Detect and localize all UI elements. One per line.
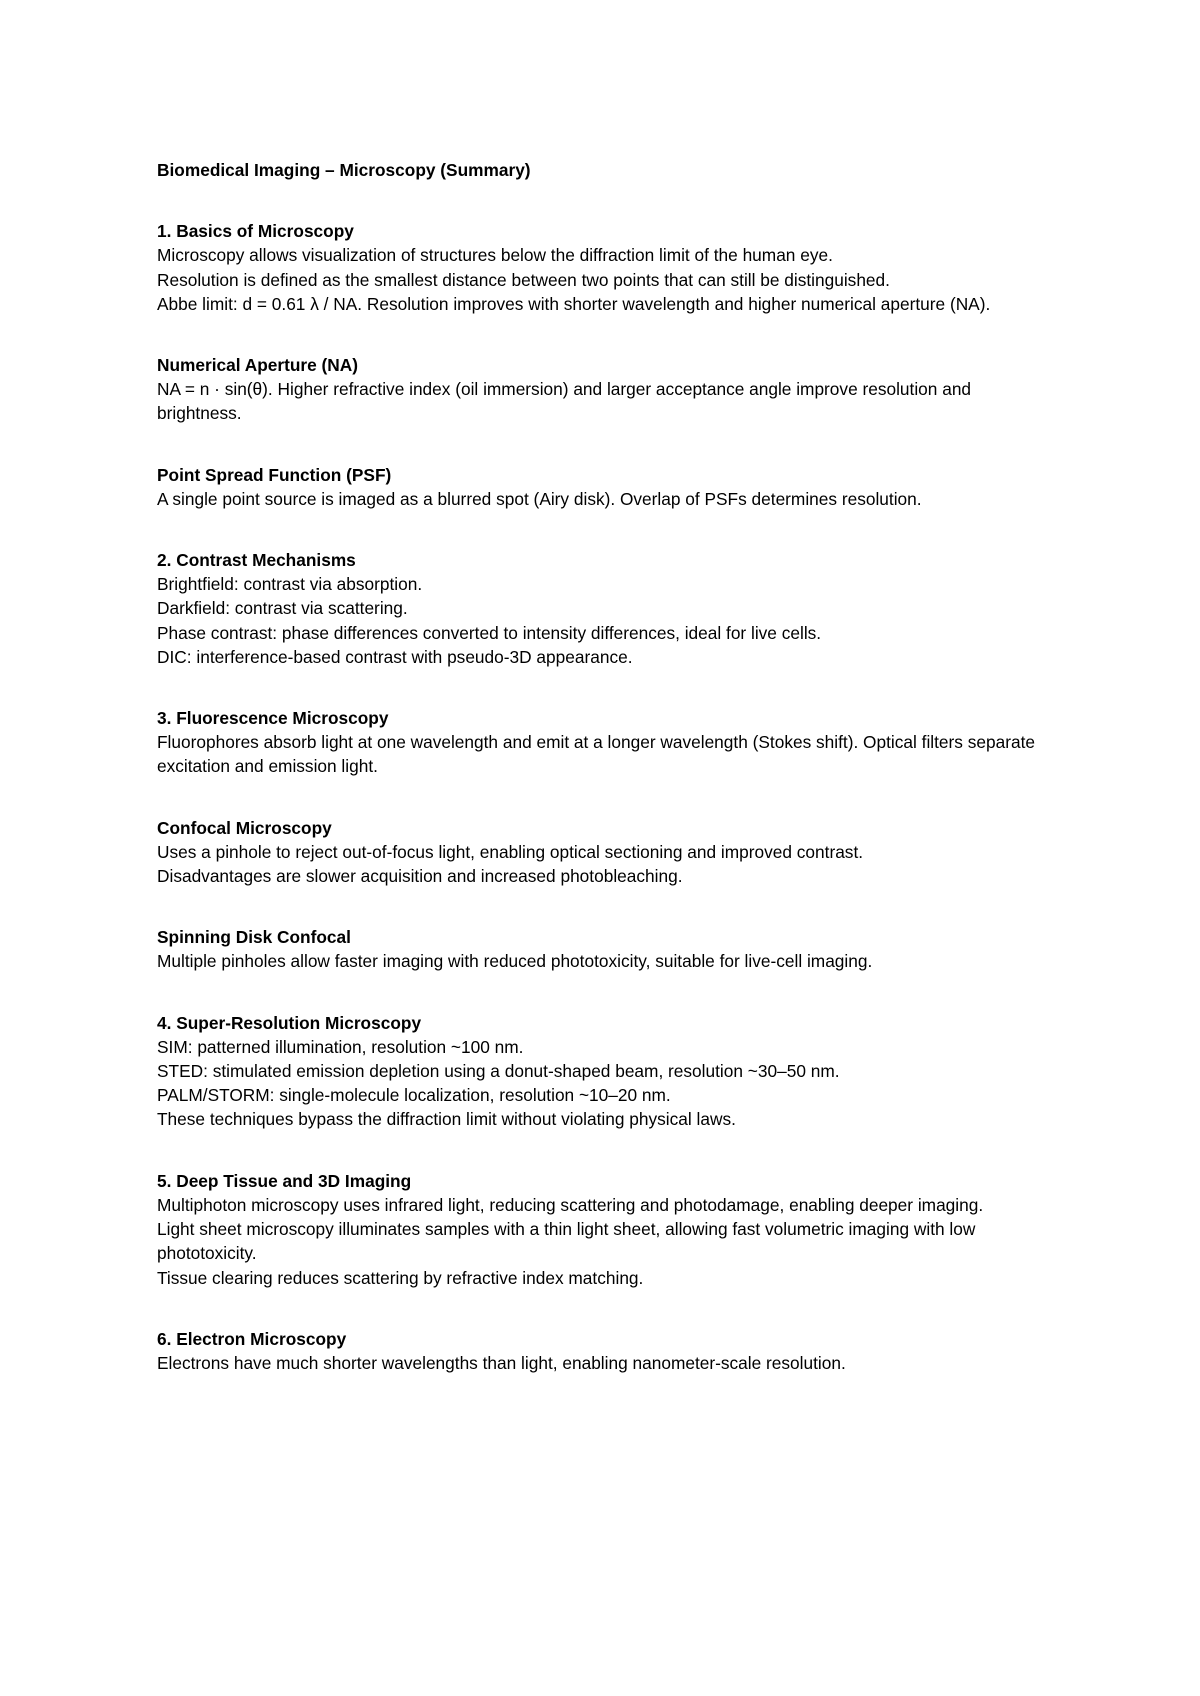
- section-confocal-microscopy: [157, 816, 1057, 889]
- paragraph: Tissue clearing reduces scattering by refractive index matching.: [157, 1267, 644, 1288]
- paragraph: A single point source is imaged as a blurred spot (Airy disk). Overlap of PSFs determines resolution.: [157, 488, 922, 509]
- paragraph: Phase contrast: phase differences converted to intensity differences, ideal for live cells.: [157, 622, 822, 643]
- paragraph: NA = n · sin(θ). Higher refractive index (oil immersion) and larger acceptance angle improve resolution and brightness.: [157, 379, 972, 424]
- paragraph: Light sheet microscopy illuminates samples with a thin light sheet, allowing fast volumetric imaging with low phototoxicity.: [157, 1219, 976, 1264]
- section-heading: 2. Contrast Mechanisms: [157, 550, 356, 571]
- section-spinning-disk-confocal: [157, 925, 1057, 973]
- paragraph: Microscopy allows visualization of structures below the diffraction limit of the human eye.: [157, 245, 833, 266]
- section-heading: Spinning Disk Confocal: [157, 927, 351, 948]
- paragraph: Resolution is defined as the smallest distance between two points that can still be distinguished.: [157, 269, 890, 290]
- section-heading: 1. Basics of Microscopy: [157, 221, 354, 242]
- section-deep-tissue-3d-imaging: [157, 1169, 1057, 1290]
- section-heading: 5. Deep Tissue and 3D Imaging: [157, 1170, 412, 1191]
- paragraph: STED: stimulated emission depletion using a donut-shaped beam, resolution ~30–50 nm.: [157, 1061, 840, 1082]
- section-electron-microscopy: [157, 1327, 1057, 1375]
- document-page: [157, 158, 1057, 1412]
- paragraph: Multiple pinholes allow faster imaging with reduced phototoxicity, suitable for live-cell imaging.: [157, 951, 873, 972]
- paragraph: Electrons have much shorter wavelengths than light, enabling nanometer-scale resolution.: [157, 1352, 846, 1373]
- paragraph: These techniques bypass the diffraction limit without violating physical laws.: [157, 1109, 736, 1130]
- section-heading: Numerical Aperture (NA): [157, 355, 359, 376]
- paragraph: PALM/STORM: single-molecule localization, resolution ~10–20 nm.: [157, 1085, 671, 1106]
- paragraph: Disadvantages are slower acquisition and increased photobleaching.: [157, 866, 683, 887]
- section-numerical-aperture: [157, 353, 1057, 426]
- section-heading: 4. Super-Resolution Microscopy: [157, 1012, 422, 1033]
- section-basics-of-microscopy: [157, 219, 1057, 316]
- section-heading: Confocal Microscopy: [157, 817, 332, 838]
- section-fluorescence-microscopy: [157, 706, 1057, 779]
- section-contrast-mechanisms: [157, 548, 1057, 669]
- paragraph: DIC: interference-based contrast with pseudo-3D appearance.: [157, 646, 633, 667]
- paragraph: Brightfield: contrast via absorption.: [157, 574, 423, 595]
- paragraph: SIM: patterned illumination, resolution ~100 nm.: [157, 1036, 524, 1057]
- section-heading: Point Spread Function (PSF): [157, 464, 392, 485]
- paragraph: Fluorophores absorb light at one wavelength and emit at a longer wavelength (Stokes shift). Optical filters separate excitation and emission light.: [157, 732, 1035, 777]
- section-heading: 3. Fluorescence Microscopy: [157, 708, 389, 729]
- section-heading: 6. Electron Microscopy: [157, 1328, 347, 1349]
- paragraph: Abbe limit: d = 0.61 λ / NA. Resolution improves with shorter wavelength and higher numerical aperture (NA).: [157, 293, 991, 314]
- section-super-resolution-microscopy: [157, 1011, 1057, 1132]
- section-point-spread-function: [157, 463, 1057, 511]
- paragraph: Uses a pinhole to reject out-of-focus light, enabling optical sectioning and improved contrast.: [157, 841, 864, 862]
- paragraph: Darkfield: contrast via scattering.: [157, 598, 408, 619]
- paragraph: Multiphoton microscopy uses infrared light, reducing scattering and photodamage, enabling deeper imaging.: [157, 1194, 984, 1215]
- document-title: Biomedical Imaging – Microscopy (Summary): [157, 160, 531, 180]
